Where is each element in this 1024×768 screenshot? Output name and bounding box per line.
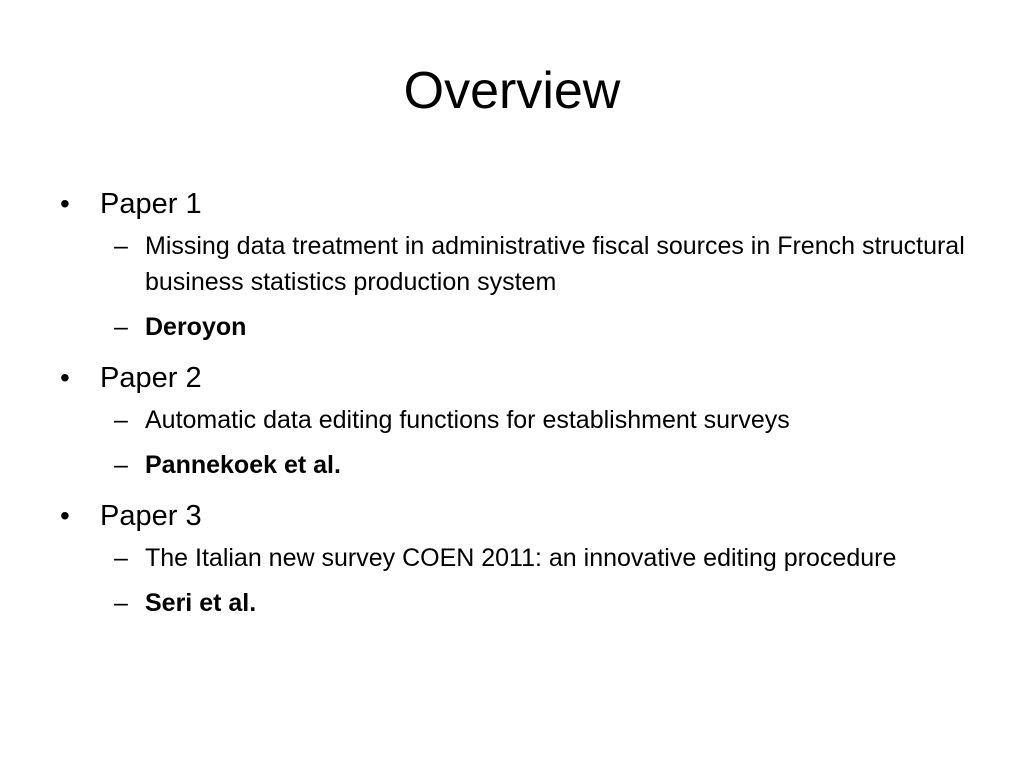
bullet-icon: •	[60, 188, 70, 219]
paper-details	[100, 540, 980, 621]
paper-description-text: Missing data treatment in administrative fiscal sources in French structural business statistics production system	[145, 232, 965, 296]
dash-icon: –	[114, 232, 128, 260]
paper-description-text: Automatic data editing functions for establishment surveys	[145, 406, 790, 434]
paper-item-1	[60, 180, 980, 345]
bullet-icon: •	[60, 500, 70, 531]
paper-authors	[100, 447, 980, 483]
paper-description	[100, 540, 980, 576]
paper-label: Paper 1	[100, 188, 202, 220]
dash-icon: –	[114, 544, 128, 572]
dash-icon: –	[114, 406, 128, 434]
paper-description-text: The Italian new survey COEN 2011: an innovative editing procedure	[145, 544, 897, 572]
paper-authors-text: Pannekoek et al.	[145, 451, 341, 479]
paper-authors	[100, 585, 980, 621]
bullet-icon: •	[60, 362, 70, 393]
dash-icon: –	[114, 589, 128, 617]
dash-icon: –	[114, 451, 128, 479]
paper-item-2	[60, 354, 980, 483]
dash-icon: –	[114, 313, 128, 341]
paper-authors-text: Deroyon	[145, 313, 247, 341]
paper-details	[100, 228, 980, 345]
paper-list	[60, 180, 980, 621]
paper-item-3	[60, 492, 980, 621]
paper-description	[100, 228, 980, 300]
slide-title: Overview	[403, 62, 621, 120]
paper-details	[100, 402, 980, 483]
paper-authors	[100, 309, 980, 345]
paper-authors-text: Seri et al.	[145, 589, 257, 617]
paper-label: Paper 3	[100, 500, 202, 532]
paper-description	[100, 402, 980, 438]
paper-label: Paper 2	[100, 362, 202, 394]
slide-body	[60, 180, 980, 630]
